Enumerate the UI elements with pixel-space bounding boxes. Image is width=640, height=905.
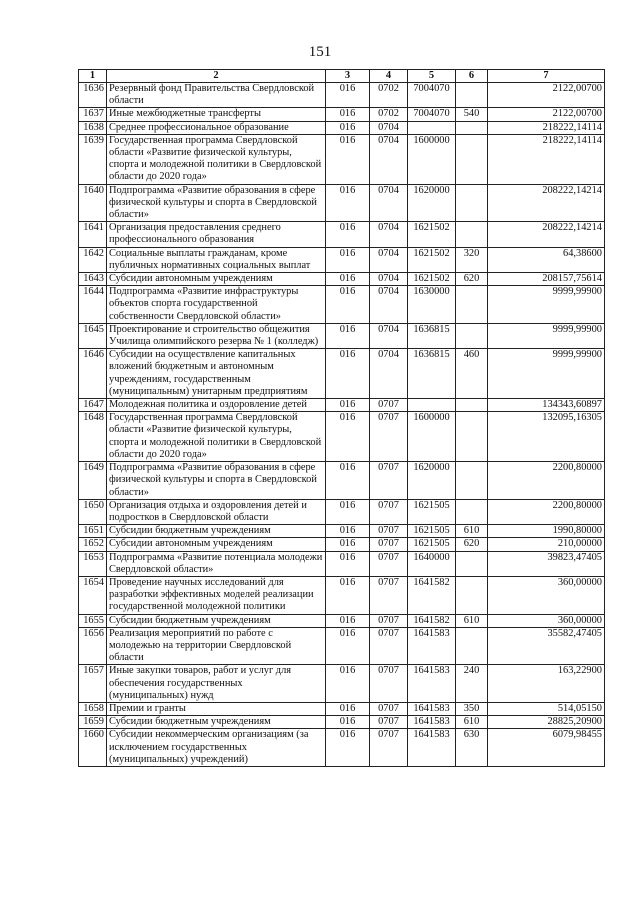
item-name: Государственная программа Свердловской области «Развитие физической культуры, спорта и молодежной политики в Свердловской области до 2020 года»: [107, 412, 326, 462]
section-code: 0707: [370, 499, 408, 524]
target-article-code: 1636815: [408, 349, 456, 399]
expense-type-code: [456, 551, 488, 576]
expense-type-code: [456, 576, 488, 614]
amount: 218222,14114: [488, 134, 605, 184]
section-code: 0707: [370, 551, 408, 576]
ministry-code: 016: [326, 538, 370, 551]
ministry-code: 016: [326, 349, 370, 399]
expense-type-code: 620: [456, 273, 488, 286]
column-header: 6: [456, 70, 488, 83]
target-article-code: 1621502: [408, 247, 456, 272]
target-article-code: 1600000: [408, 412, 456, 462]
row-number: 1649: [79, 462, 107, 500]
section-code: 0707: [370, 729, 408, 767]
table-row: [79, 412, 605, 462]
section-code: 0707: [370, 412, 408, 462]
target-article-code: 1641583: [408, 716, 456, 729]
table-row: [79, 349, 605, 399]
ministry-code: 016: [326, 108, 370, 121]
table-row: [79, 665, 605, 703]
section-code: 0707: [370, 614, 408, 627]
table-row: [79, 576, 605, 614]
expense-type-code: [456, 462, 488, 500]
ministry-code: 016: [326, 323, 370, 348]
target-article-code: 1621502: [408, 273, 456, 286]
amount: 2122,00700: [488, 108, 605, 121]
row-number: 1644: [79, 286, 107, 324]
ministry-code: 016: [326, 702, 370, 715]
target-article-code: 1641582: [408, 576, 456, 614]
target-article-code: 1641582: [408, 614, 456, 627]
item-name: Подпрограмма «Развитие потенциала молодежи Свердловской области»: [107, 551, 326, 576]
ministry-code: 016: [326, 286, 370, 324]
expense-type-code: [456, 184, 488, 222]
section-code: 0704: [370, 273, 408, 286]
page-number: 151: [308, 44, 332, 60]
amount: 2122,00700: [488, 83, 605, 108]
section-code: 0707: [370, 716, 408, 729]
row-number: 1654: [79, 576, 107, 614]
target-article-code: [408, 399, 456, 412]
item-name: Подпрограмма «Развитие инфраструктуры объектов спорта государственной собственности Свердловской области»: [107, 286, 326, 324]
target-article-code: [408, 121, 456, 134]
target-article-code: 7004070: [408, 83, 456, 108]
section-code: 0707: [370, 462, 408, 500]
ministry-code: 016: [326, 499, 370, 524]
table-row: [79, 716, 605, 729]
amount: 134343,60897: [488, 399, 605, 412]
amount: 28825,20900: [488, 716, 605, 729]
amount: 210,00000: [488, 538, 605, 551]
ministry-code: 016: [326, 399, 370, 412]
row-number: 1653: [79, 551, 107, 576]
expense-type-code: 320: [456, 247, 488, 272]
item-name: Субсидии бюджетным учреждениям: [107, 614, 326, 627]
ministry-code: 016: [326, 525, 370, 538]
target-article-code: 1620000: [408, 184, 456, 222]
section-code: 0704: [370, 286, 408, 324]
ministry-code: 016: [326, 134, 370, 184]
row-number: 1655: [79, 614, 107, 627]
expense-type-code: [456, 121, 488, 134]
item-name: Подпрограмма «Развитие образования в сфере физической культуры и спорта в Свердловской области»: [107, 184, 326, 222]
table-row: [79, 551, 605, 576]
ministry-code: 016: [326, 121, 370, 134]
section-code: 0704: [370, 121, 408, 134]
target-article-code: 1641583: [408, 627, 456, 665]
table-row: [79, 273, 605, 286]
expense-type-code: 610: [456, 614, 488, 627]
table-row: [79, 134, 605, 184]
expense-type-code: 630: [456, 729, 488, 767]
row-number: 1651: [79, 525, 107, 538]
section-code: 0707: [370, 665, 408, 703]
section-code: 0704: [370, 134, 408, 184]
expense-type-code: [456, 83, 488, 108]
target-article-code: 1636815: [408, 323, 456, 348]
item-name: Субсидии бюджетным учреждениям: [107, 716, 326, 729]
amount: 208157,75614: [488, 273, 605, 286]
expense-type-code: [456, 134, 488, 184]
table-row: [79, 247, 605, 272]
amount: 9999,99900: [488, 323, 605, 348]
ministry-code: 016: [326, 729, 370, 767]
target-article-code: 1620000: [408, 462, 456, 500]
item-name: Премии и гранты: [107, 702, 326, 715]
row-number: 1645: [79, 323, 107, 348]
amount: 35582,47405: [488, 627, 605, 665]
ministry-code: 016: [326, 551, 370, 576]
item-name: Субсидии на осуществление капитальных вложений бюджетным и автономным учреждениям, государственным (муниципальным) унитарным предприятиям: [107, 349, 326, 399]
row-number: 1639: [79, 134, 107, 184]
section-code: 0707: [370, 525, 408, 538]
item-name: Организация отдыха и оздоровления детей и подростков в Свердловской области: [107, 499, 326, 524]
item-name: Реализация мероприятий по работе с молодежью на территории Свердловской области: [107, 627, 326, 665]
amount: 360,00000: [488, 576, 605, 614]
expense-type-code: [456, 323, 488, 348]
ministry-code: 016: [326, 247, 370, 272]
amount: 9999,99900: [488, 286, 605, 324]
item-name: Иные закупки товаров, работ и услуг для обеспечения государственных (муниципальных) нужд: [107, 665, 326, 703]
amount: 514,05150: [488, 702, 605, 715]
section-code: 0704: [370, 184, 408, 222]
row-number: 1658: [79, 702, 107, 715]
table-body: [79, 83, 605, 767]
table-row: [79, 323, 605, 348]
amount: 218222,14114: [488, 121, 605, 134]
expense-type-code: 540: [456, 108, 488, 121]
target-article-code: 1621502: [408, 222, 456, 247]
expense-type-code: [456, 627, 488, 665]
ministry-code: 016: [326, 273, 370, 286]
row-number: 1638: [79, 121, 107, 134]
item-name: Социальные выплаты гражданам, кроме публичных нормативных социальных выплат: [107, 247, 326, 272]
item-name: Резервный фонд Правительства Свердловской области: [107, 83, 326, 108]
amount: 360,00000: [488, 614, 605, 627]
section-code: 0704: [370, 247, 408, 272]
column-header: 3: [326, 70, 370, 83]
row-number: 1643: [79, 273, 107, 286]
target-article-code: 1641583: [408, 702, 456, 715]
target-article-code: 1621505: [408, 525, 456, 538]
item-name: Подпрограмма «Развитие образования в сфере физической культуры и спорта в Свердловской области»: [107, 462, 326, 500]
ministry-code: 016: [326, 184, 370, 222]
amount: 163,22900: [488, 665, 605, 703]
item-name: Субсидии автономным учреждениям: [107, 538, 326, 551]
target-article-code: 1621505: [408, 538, 456, 551]
table-row: [79, 222, 605, 247]
table-row: [79, 702, 605, 715]
section-code: 0707: [370, 702, 408, 715]
amount: 6079,98455: [488, 729, 605, 767]
ministry-code: 016: [326, 716, 370, 729]
table-row: [79, 525, 605, 538]
row-number: 1637: [79, 108, 107, 121]
expense-type-code: 610: [456, 525, 488, 538]
expense-type-code: 620: [456, 538, 488, 551]
row-number: 1650: [79, 499, 107, 524]
item-name: Среднее профессиональное образование: [107, 121, 326, 134]
row-number: 1660: [79, 729, 107, 767]
table-row: [79, 627, 605, 665]
target-article-code: 7004070: [408, 108, 456, 121]
row-number: 1652: [79, 538, 107, 551]
ministry-code: 016: [326, 665, 370, 703]
amount: 208222,14214: [488, 222, 605, 247]
table-row: [79, 108, 605, 121]
table-row: [79, 538, 605, 551]
target-article-code: 1640000: [408, 551, 456, 576]
item-name: Иные межбюджетные трансферты: [107, 108, 326, 121]
table-row: [79, 399, 605, 412]
column-header: 5: [408, 70, 456, 83]
row-number: 1640: [79, 184, 107, 222]
section-code: 0707: [370, 399, 408, 412]
row-number: 1636: [79, 83, 107, 108]
table-row: [79, 184, 605, 222]
amount: 9999,99900: [488, 349, 605, 399]
budget-table: [78, 69, 605, 767]
item-name: Проектирование и строительство общежития Училища олимпийского резерва № 1 (колледж): [107, 323, 326, 348]
table-row: [79, 462, 605, 500]
section-code: 0707: [370, 538, 408, 551]
ministry-code: 016: [326, 614, 370, 627]
section-code: 0707: [370, 576, 408, 614]
item-name: Субсидии бюджетным учреждениям: [107, 525, 326, 538]
column-header: 4: [370, 70, 408, 83]
amount: 39823,47405: [488, 551, 605, 576]
row-number: 1657: [79, 665, 107, 703]
row-number: 1659: [79, 716, 107, 729]
item-name: Субсидии некоммерческим организациям (за исключением государственных (муниципальных) учреждений): [107, 729, 326, 767]
ministry-code: 016: [326, 412, 370, 462]
amount: 1990,80000: [488, 525, 605, 538]
table-row: [79, 286, 605, 324]
column-header: 7: [488, 70, 605, 83]
target-article-code: 1621505: [408, 499, 456, 524]
table-row: [79, 121, 605, 134]
section-code: 0704: [370, 323, 408, 348]
target-article-code: 1641583: [408, 729, 456, 767]
amount: 132095,16305: [488, 412, 605, 462]
ministry-code: 016: [326, 627, 370, 665]
row-number: 1648: [79, 412, 107, 462]
expense-type-code: [456, 412, 488, 462]
table-row: [79, 83, 605, 108]
expense-type-code: [456, 286, 488, 324]
section-code: 0704: [370, 222, 408, 247]
table-row: [79, 614, 605, 627]
amount: 64,38600: [488, 247, 605, 272]
item-name: Организация предоставления среднего профессионального образования: [107, 222, 326, 247]
ministry-code: 016: [326, 222, 370, 247]
amount: 2200,80000: [488, 499, 605, 524]
column-header: 2: [107, 70, 326, 83]
table-row: [79, 499, 605, 524]
row-number: 1656: [79, 627, 107, 665]
amount: 2200,80000: [488, 462, 605, 500]
expense-type-code: [456, 399, 488, 412]
expense-type-code: [456, 499, 488, 524]
header-row: [79, 70, 605, 83]
expense-type-code: 350: [456, 702, 488, 715]
expense-type-code: [456, 222, 488, 247]
target-article-code: 1630000: [408, 286, 456, 324]
section-code: 0707: [370, 627, 408, 665]
ministry-code: 016: [326, 576, 370, 614]
ministry-code: 016: [326, 462, 370, 500]
column-header: 1: [79, 70, 107, 83]
section-code: 0702: [370, 108, 408, 121]
expense-type-code: 460: [456, 349, 488, 399]
row-number: 1641: [79, 222, 107, 247]
expense-type-code: 240: [456, 665, 488, 703]
target-article-code: 1641583: [408, 665, 456, 703]
target-article-code: 1600000: [408, 134, 456, 184]
item-name: Проведение научных исследований для разработки эффективных моделей реализации государственной молодежной политики: [107, 576, 326, 614]
row-number: 1646: [79, 349, 107, 399]
row-number: 1642: [79, 247, 107, 272]
ministry-code: 016: [326, 83, 370, 108]
row-number: 1647: [79, 399, 107, 412]
amount: 208222,14214: [488, 184, 605, 222]
item-name: Молодежная политика и оздоровление детей: [107, 399, 326, 412]
item-name: Субсидии автономным учреждениям: [107, 273, 326, 286]
item-name: Государственная программа Свердловской области «Развитие физической культуры, спорта и молодежной политики в Свердловской области до 2020 года»: [107, 134, 326, 184]
table-row: [79, 729, 605, 767]
expense-type-code: 610: [456, 716, 488, 729]
section-code: 0702: [370, 83, 408, 108]
section-code: 0704: [370, 349, 408, 399]
